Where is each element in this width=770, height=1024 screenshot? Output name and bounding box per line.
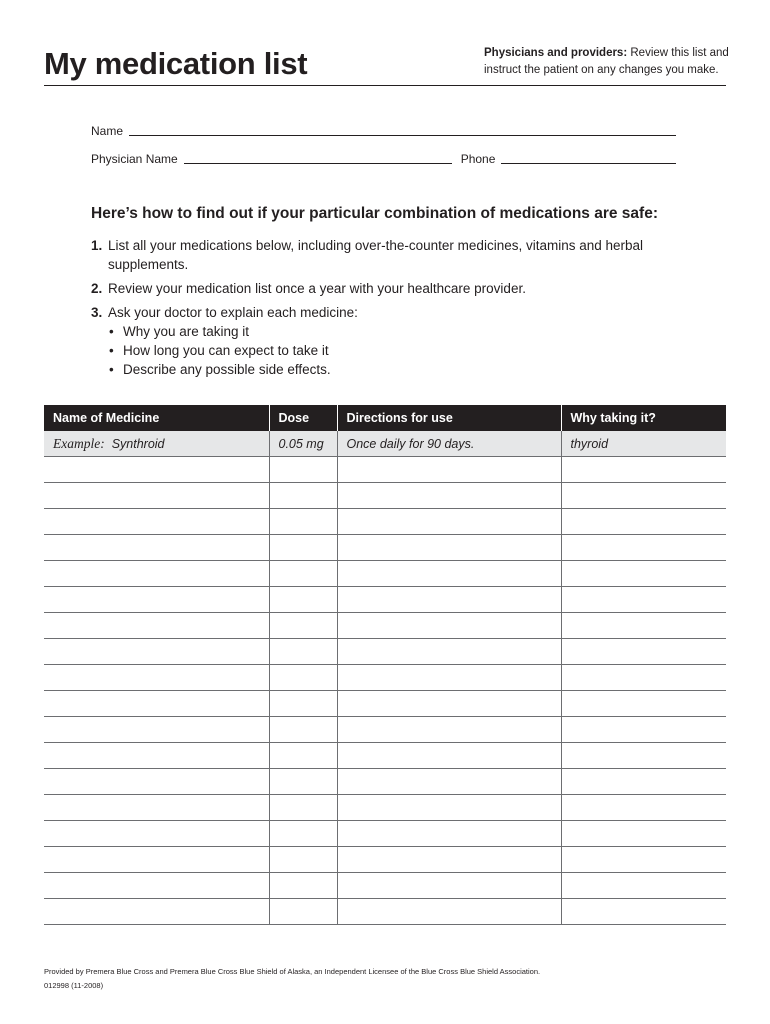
table-row bbox=[44, 899, 726, 925]
example-medicine: Synthroid bbox=[111, 436, 165, 451]
blank-dose-cell[interactable] bbox=[269, 587, 337, 613]
blank-directions-cell[interactable] bbox=[337, 821, 561, 847]
blank-name-cell[interactable] bbox=[44, 509, 269, 535]
blank-name-cell[interactable] bbox=[44, 873, 269, 899]
step-text: List all your medications below, including over-the-counter medicines, vitamins and herbal supplements. bbox=[108, 238, 644, 272]
page-title: My medication list bbox=[44, 46, 308, 81]
table-header-row bbox=[44, 405, 726, 431]
header-divider bbox=[44, 85, 726, 86]
blank-reason-cell[interactable] bbox=[561, 769, 726, 795]
blank-name-cell[interactable] bbox=[44, 821, 269, 847]
table-row bbox=[44, 717, 726, 743]
blank-dose-cell[interactable] bbox=[269, 717, 337, 743]
sub-bullet-text: How long you can expect to take it bbox=[123, 343, 329, 358]
table-row bbox=[44, 847, 726, 873]
blank-name-cell[interactable] bbox=[44, 457, 269, 483]
blank-dose-cell[interactable] bbox=[269, 847, 337, 873]
blank-reason-cell[interactable] bbox=[561, 691, 726, 717]
blank-dose-cell[interactable] bbox=[269, 743, 337, 769]
example-name-cell bbox=[44, 431, 269, 457]
sub-bullet-text: Why you are taking it bbox=[123, 324, 250, 339]
column-header-dose: Dose bbox=[269, 405, 337, 431]
table-row bbox=[44, 743, 726, 769]
bullet-dot: • bbox=[109, 324, 114, 339]
blank-directions-cell[interactable] bbox=[337, 457, 561, 483]
step-item bbox=[91, 236, 651, 274]
blank-name-cell[interactable] bbox=[44, 587, 269, 613]
blank-directions-cell[interactable] bbox=[337, 743, 561, 769]
table-row bbox=[44, 769, 726, 795]
physician-field-row bbox=[91, 150, 676, 166]
instructions-heading: Here’s how to find out if your particular combination of medications are safe: bbox=[91, 205, 658, 222]
table-row bbox=[44, 535, 726, 561]
blank-dose-cell[interactable] bbox=[269, 821, 337, 847]
blank-directions-cell[interactable] bbox=[337, 613, 561, 639]
sub-bullet-item bbox=[108, 341, 651, 360]
table-row bbox=[44, 665, 726, 691]
table-row bbox=[44, 691, 726, 717]
blank-dose-cell[interactable] bbox=[269, 691, 337, 717]
blank-dose-cell[interactable] bbox=[269, 899, 337, 925]
blank-dose-cell[interactable] bbox=[269, 769, 337, 795]
table-row bbox=[44, 561, 726, 587]
name-input-line[interactable] bbox=[129, 135, 676, 136]
footer-provider-text: Provided by Premera Blue Cross and Premera Blue Cross Blue Shield of Alaska, an Independent Licensee of the Blue Cross Blue Shield Association. bbox=[44, 967, 541, 976]
column-header-name: Name of Medicine bbox=[44, 405, 269, 431]
blank-reason-cell[interactable] bbox=[561, 717, 726, 743]
phone-input-line[interactable] bbox=[501, 163, 676, 164]
example-row bbox=[44, 431, 726, 457]
blank-reason-cell[interactable] bbox=[561, 821, 726, 847]
example-label: Example: bbox=[53, 435, 105, 451]
blank-name-cell[interactable] bbox=[44, 743, 269, 769]
blank-name-cell[interactable] bbox=[44, 561, 269, 587]
column-header-directions: Directions for use bbox=[337, 405, 561, 431]
table-row bbox=[44, 639, 726, 665]
step-text: Ask your doctor to explain each medicine: bbox=[108, 305, 358, 320]
table-row bbox=[44, 613, 726, 639]
blank-reason-cell[interactable] bbox=[561, 795, 726, 821]
table-row bbox=[44, 587, 726, 613]
blank-directions-cell[interactable] bbox=[337, 587, 561, 613]
table-row bbox=[44, 509, 726, 535]
blank-dose-cell[interactable] bbox=[269, 795, 337, 821]
blank-directions-cell[interactable] bbox=[337, 483, 561, 509]
blank-reason-cell[interactable] bbox=[561, 665, 726, 691]
blank-dose-cell[interactable] bbox=[269, 509, 337, 535]
blank-dose-cell[interactable] bbox=[269, 535, 337, 561]
blank-reason-cell[interactable] bbox=[561, 873, 726, 899]
blank-reason-cell[interactable] bbox=[561, 899, 726, 925]
footer bbox=[44, 965, 540, 993]
blank-dose-cell[interactable] bbox=[269, 457, 337, 483]
blank-dose-cell[interactable] bbox=[269, 483, 337, 509]
blank-name-cell[interactable] bbox=[44, 691, 269, 717]
instruction-steps bbox=[91, 236, 651, 379]
table-row bbox=[44, 873, 726, 899]
table-row bbox=[44, 795, 726, 821]
physician-name-input-line[interactable] bbox=[184, 163, 452, 164]
blank-directions-cell[interactable] bbox=[337, 795, 561, 821]
blank-name-cell[interactable] bbox=[44, 535, 269, 561]
blank-directions-cell[interactable] bbox=[337, 717, 561, 743]
sub-bullet-item bbox=[108, 360, 651, 379]
blank-reason-cell[interactable] bbox=[561, 457, 726, 483]
provider-note-text: Review this list and instruct the patient on any changes you make. bbox=[484, 47, 729, 76]
blank-name-cell[interactable] bbox=[44, 665, 269, 691]
blank-dose-cell[interactable] bbox=[269, 665, 337, 691]
example-reason-cell: thyroid bbox=[561, 431, 726, 457]
phone-label: Phone bbox=[460, 152, 496, 166]
bullet-dot: • bbox=[109, 343, 114, 358]
step-item bbox=[91, 303, 651, 379]
provider-note bbox=[484, 45, 734, 79]
blank-name-cell[interactable] bbox=[44, 639, 269, 665]
blank-dose-cell[interactable] bbox=[269, 873, 337, 899]
physician-name-label: Physician Name bbox=[91, 152, 178, 166]
example-dose-cell: 0.05 mg bbox=[269, 431, 337, 457]
blank-directions-cell[interactable] bbox=[337, 899, 561, 925]
step-text: Review your medication list once a year with your healthcare provider. bbox=[108, 281, 526, 296]
blank-reason-cell[interactable] bbox=[561, 743, 726, 769]
table-row bbox=[44, 483, 726, 509]
blank-reason-cell[interactable] bbox=[561, 613, 726, 639]
table-row bbox=[44, 821, 726, 847]
blank-name-cell[interactable] bbox=[44, 717, 269, 743]
blank-reason-cell[interactable] bbox=[561, 639, 726, 665]
step-number: 1. bbox=[91, 238, 103, 253]
blank-reason-cell[interactable] bbox=[561, 847, 726, 873]
name-field-row bbox=[91, 122, 676, 138]
sub-bullet-text: Describe any possible side effects. bbox=[123, 362, 331, 377]
blank-name-cell[interactable] bbox=[44, 769, 269, 795]
blank-directions-cell[interactable] bbox=[337, 639, 561, 665]
example-directions-cell: Once daily for 90 days. bbox=[337, 431, 561, 457]
blank-directions-cell[interactable] bbox=[337, 769, 561, 795]
step-number: 3. bbox=[91, 305, 103, 320]
blank-reason-cell[interactable] bbox=[561, 483, 726, 509]
medication-table bbox=[44, 405, 726, 925]
blank-directions-cell[interactable] bbox=[337, 847, 561, 873]
blank-reason-cell[interactable] bbox=[561, 509, 726, 535]
blank-reason-cell[interactable] bbox=[561, 561, 726, 587]
blank-name-cell[interactable] bbox=[44, 847, 269, 873]
blank-directions-cell[interactable] bbox=[337, 561, 561, 587]
blank-directions-cell[interactable] bbox=[337, 509, 561, 535]
bullet-dot: • bbox=[109, 362, 114, 377]
blank-reason-cell[interactable] bbox=[561, 587, 726, 613]
sub-bullet-list bbox=[108, 322, 651, 379]
blank-reason-cell[interactable] bbox=[561, 535, 726, 561]
blank-directions-cell[interactable] bbox=[337, 665, 561, 691]
blank-dose-cell[interactable] bbox=[269, 639, 337, 665]
blank-directions-cell[interactable] bbox=[337, 535, 561, 561]
step-item bbox=[91, 279, 651, 298]
name-label: Name bbox=[91, 124, 124, 138]
blank-name-cell[interactable] bbox=[44, 795, 269, 821]
blank-directions-cell[interactable] bbox=[337, 691, 561, 717]
blank-dose-cell[interactable] bbox=[269, 613, 337, 639]
blank-directions-cell[interactable] bbox=[337, 873, 561, 899]
sub-bullet-item bbox=[108, 322, 651, 341]
footer-form-code: 012998 (11-2008) bbox=[44, 981, 104, 990]
blank-name-cell[interactable] bbox=[44, 613, 269, 639]
column-header-reason: Why taking it? bbox=[561, 405, 726, 431]
blank-dose-cell[interactable] bbox=[269, 561, 337, 587]
blank-name-cell[interactable] bbox=[44, 483, 269, 509]
provider-note-label: Physicians and providers: bbox=[484, 47, 628, 59]
table-row bbox=[44, 457, 726, 483]
step-number: 2. bbox=[91, 281, 103, 296]
blank-name-cell[interactable] bbox=[44, 899, 269, 925]
